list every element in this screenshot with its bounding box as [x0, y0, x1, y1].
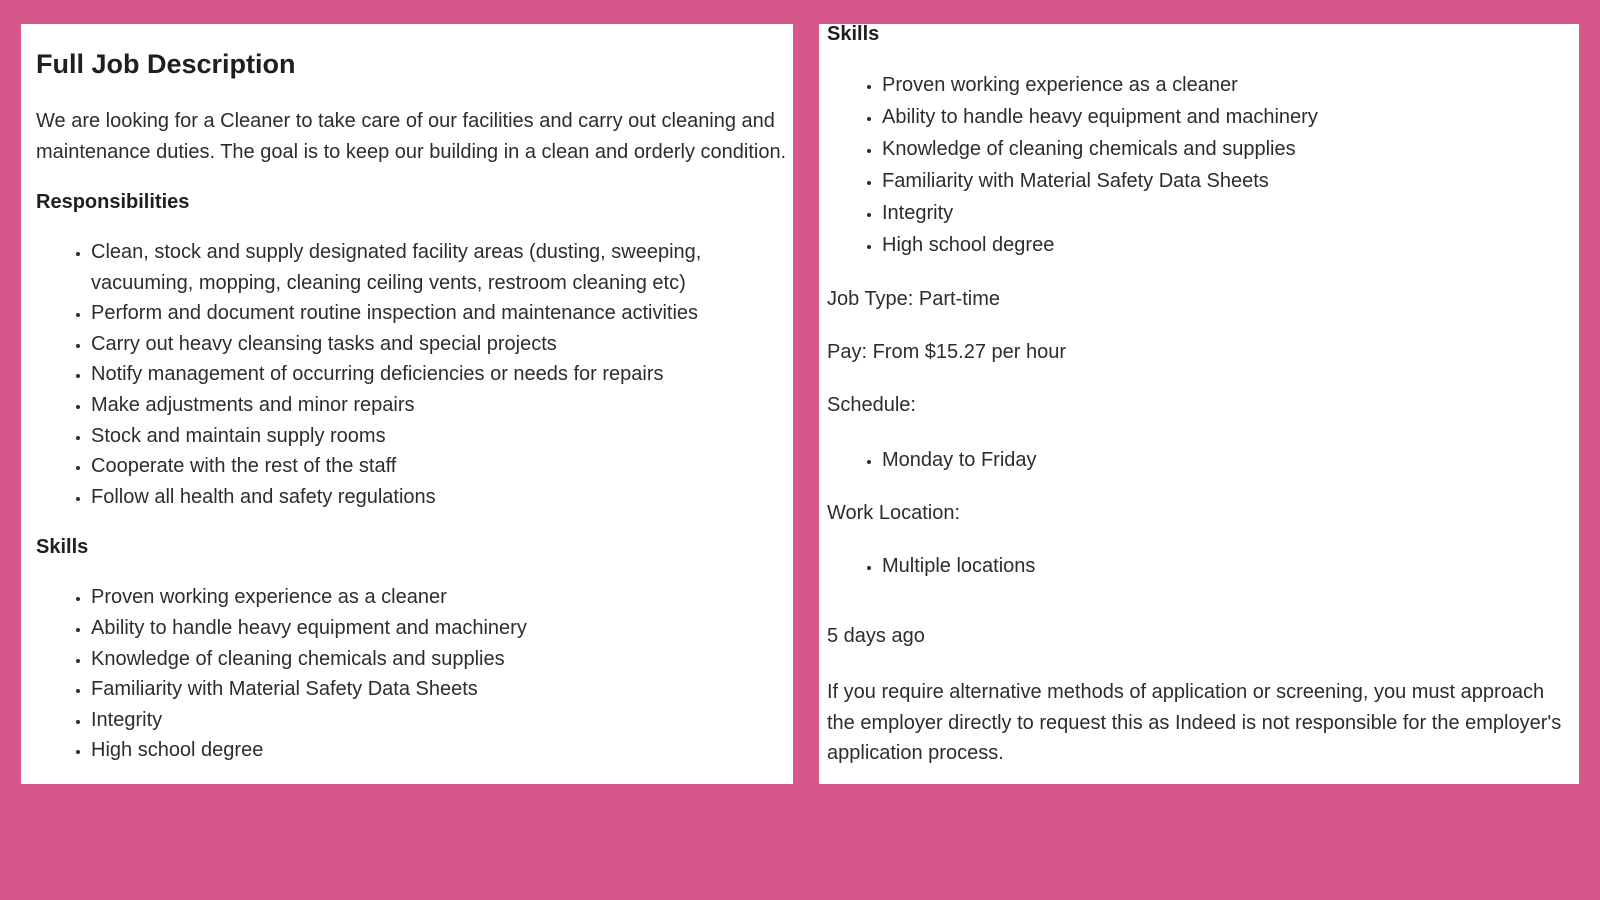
- list-item: • Proven working experience as a cleaner: [91, 582, 793, 613]
- list-item: • Clean, stock and supply designated facility areas (dusting, sweeping, vacuuming, mopping, cleaning ceiling vents, restroom cleaning etc): [91, 237, 793, 298]
- list-item: • Carry out heavy cleansing tasks and special projects: [91, 329, 793, 360]
- skills-list: [36, 582, 793, 766]
- job-description-title: Full Job Description: [36, 49, 296, 79]
- list-item: • Follow all health and safety regulations: [91, 482, 793, 513]
- work-location-label: Work Location:: [827, 501, 961, 524]
- job-description-panel-right: [819, 24, 1579, 784]
- job-description-panel-left: [21, 24, 793, 784]
- list-item: • Cooperate with the rest of the staff: [91, 451, 793, 482]
- list-item: • Monday to Friday: [882, 445, 1579, 476]
- list-item: • High school degree: [91, 735, 793, 766]
- list-item: • Knowledge of cleaning chemicals and supplies: [91, 644, 793, 675]
- job-intro-text: We are looking for a Cleaner to take care of our facilities and carry out cleaning and maintenance duties. The goal is to keep our building in a clean and orderly condition.: [36, 110, 787, 163]
- list-item: • Knowledge of cleaning chemicals and supplies: [882, 133, 1579, 165]
- job-type-text: Job Type: Part-time: [827, 288, 1001, 310]
- list-item: • Notify management of occurring deficiencies or needs for repairs: [91, 359, 793, 390]
- responsibilities-list: [36, 237, 793, 512]
- skills-heading: Skills: [36, 536, 89, 559]
- list-item: • Make adjustments and minor repairs: [91, 390, 793, 421]
- list-item: • Integrity: [882, 197, 1579, 229]
- list-item: • Proven working experience as a cleaner: [882, 69, 1579, 101]
- schedule-list: [827, 445, 1579, 476]
- list-item: • Integrity: [91, 705, 793, 736]
- list-item: • Familiarity with Material Safety Data Sheets: [91, 674, 793, 705]
- responsibilities-heading: Responsibilities: [36, 191, 190, 213]
- skills-list: [827, 69, 1579, 261]
- application-disclaimer: If you require alternative methods of application or screening, you must approach the employer directly to request this as Indeed is not responsible for the employer's application process.: [827, 681, 1562, 765]
- list-item: • Stock and maintain supply rooms: [91, 421, 793, 452]
- list-item: • Familiarity with Material Safety Data Sheets: [882, 165, 1579, 197]
- schedule-label: Schedule:: [827, 394, 916, 416]
- list-item: • Perform and document routine inspection and maintenance activities: [91, 298, 793, 329]
- work-location-list: [827, 551, 1579, 582]
- pay-text: Pay: From $15.27 per hour: [827, 341, 1067, 363]
- list-item: • High school degree: [882, 229, 1579, 261]
- list-item: • Ability to handle heavy equipment and machinery: [882, 101, 1579, 133]
- posted-date: 5 days ago: [827, 625, 925, 648]
- list-item: • Multiple locations: [882, 551, 1579, 582]
- list-item: • Ability to handle heavy equipment and machinery: [91, 613, 793, 644]
- skills-heading: Skills: [827, 24, 880, 45]
